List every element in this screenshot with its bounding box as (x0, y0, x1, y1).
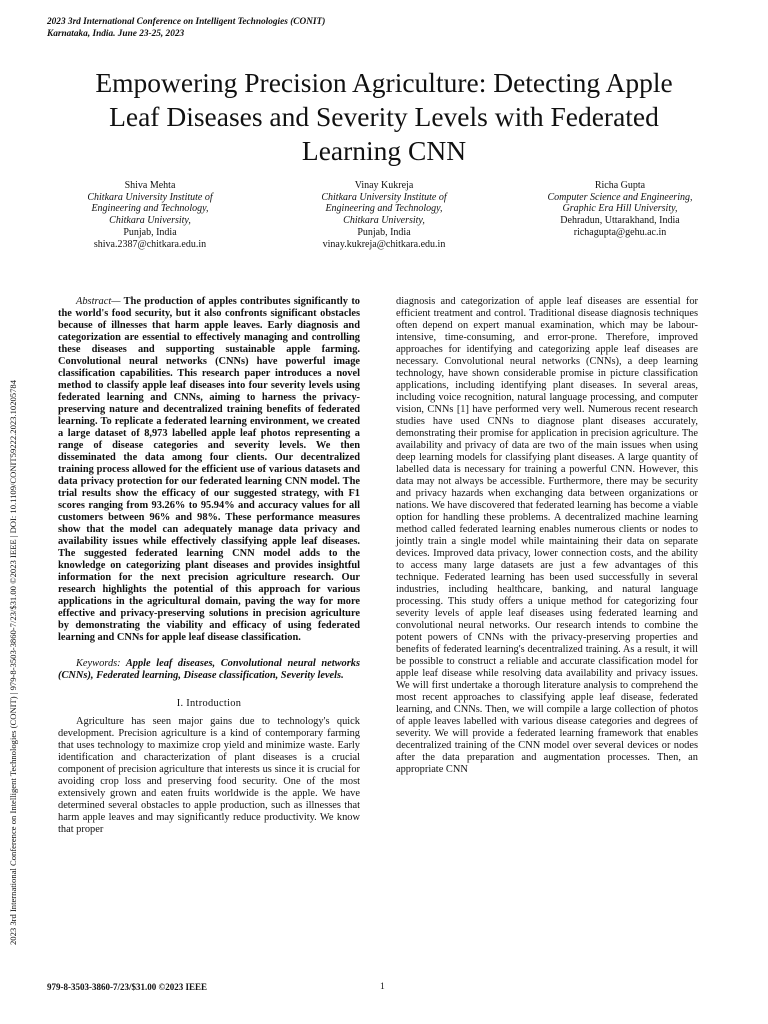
author-block (50, 180, 730, 260)
author-location: Punjab, India (357, 226, 411, 238)
introduction-paragraph: Agriculture has seen major gains due to technology's quick development. Precision agriculture is a kind of contemporary farming that uses technology to maximize crop yield and minimize waste. Early identification and characterization of plant diseases is a crucial component of precision agriculture that interests us since it is crucial for avoiding crop loss and preserving food security. One of the most extensively grown and eaten fruits worldwide is the apple. We have determined several obstacles to apple production, such as illnesses that harm apple leaves and may significantly reduce productivity. We know that proper (58, 716, 360, 835)
footer-copyright: 979-8-3503-3860-7/23/$31.00 ©2023 IEEE (47, 982, 207, 992)
author-email[interactable]: vinay.kukreja@chitkara.edu.in (322, 238, 446, 250)
keywords (58, 658, 360, 682)
keywords-text: Apple leaf diseases, Convolutional neural networks (CNNs), Federated learning, Disease classification, Severity levels. (58, 658, 360, 681)
abstract (58, 296, 360, 644)
author-3 (520, 180, 720, 239)
abstract-text: The production of apples contributes significantly to the world's food security, but it also confronts significant obstacles because of illnesses that harm apple leaves. Early diagnosis and categorization are essential to effectively managing and controlling these diseases and supporting sustainable apple farming. Convolutional neural networks (CNNs) have powerful image classification capabilities. This research paper introduces a novel method to classify apple leaf diseases into four severity levels using federated learning and CNNs, aiming to harness the privacy-preserving nature and decentralized training benefits of federated learning. To replicate a federated learning environment, we created a large dataset of 8,973 labelled apple leaf photos representing a range of disease categories and severity levels. We then disseminated the data among four clients. Our decentralized training process allowed for the efficient use of various datasets and data privacy protection for our federated learning CNN model. The trial results show the efficacy of our suggested strategy, with F1 scores ranging from 93.26% to 95.94% and accuracy values for all customers between 96% and 98%. These performance measures show that the model can adequately manage data privacy and availability issues while effectively classifying apple leaf diseases. The suggested federated learning CNN model adds to the knowledge on categorizing plant diseases and provides insightful information for the next precision agriculture research. Our research highlights the potential of this approach for various applications in the agricultural domain, paving the way for more effective and privacy-preserving solutions in precision agriculture by demonstrating the viability and efficacy of using federated learning and CNNs for apple leaf disease classification. (58, 296, 360, 643)
author-affiliation: Chitkara University Institute of (321, 191, 447, 203)
section-heading-introduction: I. Introduction (176, 698, 242, 709)
conference-location-date: Karnataka, India. June 23-25, 2023 (47, 29, 185, 39)
author-location: Dehradun, Uttarakhand, India (560, 215, 680, 227)
page-number: 1 (380, 982, 385, 992)
author-affiliation: Chitkara University Institute of (87, 191, 213, 203)
author-name: Vinay Kukreja (354, 180, 414, 191)
author-affiliation: Graphic Era Hill University, (562, 203, 678, 215)
keywords-label: Keywords: (76, 658, 121, 669)
abstract-label: Abstract— (76, 296, 121, 307)
author-affiliation: Engineering and Technology, (91, 203, 209, 215)
author-1 (50, 180, 250, 250)
author-2 (284, 180, 484, 250)
author-email[interactable]: shiva.2387@chitkara.edu.in (93, 238, 207, 250)
author-affiliation: Chitkara University, (343, 215, 425, 227)
conference-name: 2023 3rd International Conference on Intelligent Technologies (CONIT) (47, 17, 326, 27)
doi-side-note: 2023 3rd International Conference on Intelligent Technologies (CONIT) | 979-8-3503-3860-7/23/$31.00 ©2023 IEEE | DOI: 10.1109/CONIT59222.2023.10205784 (8, 380, 18, 945)
author-name: Shiva Mehta (124, 180, 176, 191)
author-affiliation: Chitkara University, (109, 215, 191, 227)
introduction-paragraph-continued: diagnosis and categorization of apple leaf diseases are essential for efficient treatment and control. Traditional disease diagnosis techniques often depend on expert manual examination, which may be labour-intensive, time-consuming, and error-prone. Therefore, improved approaches for identifying and categorizing apple leaf diseases are necessary. Convolutional neural networks (CNNs), a deep learning technology, have shown considerable promise in picture classification applications, including identifying plant diseases. In several areas, including voice recognition, natural language processing, and computer vision, CNNs [1] have performed very well. Numerous recent research studies have used CNNs to diagnose plant diseases accurately, demonstrating their promise for application in precision agriculture. The availability and privacy of data are two of the main issues when using deep learning models for classifying plant diseases. A large quantity of labelled data is necessary for training a powerful CNN. However, this data may not always be accessible. Furthermore, there may be security and privacy hazards when exchanging data between organizations or nations. We have discovered that federated learning has become a viable option for handling these problems. A decentralized machine learning method called federated learning enables numerous clients or nodes to jointly train a single model while maintaining their data on separate devices. Improved data privacy, lower connection costs, and the ability to access many large datasets are just a few advantages of this technique. Federated learning has been used successfully in several industries, including healthcare, banking, and natural language processing. This study offers a unique method for categorizing four severity levels of apple leaf diseases using federated learning and convolutional neural networks. Our research intends to combine the potent powers of CNNs with the privacy-preserving properties and benefits of federated learning's decentralized training. As a result, it will be possible to construct a reliable and accurate classification model for apple leaf disease while resolving data availability and privacy issues. We will first undertake a thorough literature analysis to comprehend the most recent approaches to classifying apple leaf disease, federated learning, and CNNs. Then, we will compile a large collection of photos of apple leaves labelled with various disease categories and degrees of severity. We will provide a federated learning framework that enables decentralized training of the CNN model over several devices or nodes after the data preparation and augmentation processes. Then, an appropriate CNN (396, 296, 698, 775)
right-column (396, 296, 698, 776)
author-affiliation: Computer Science and Engineering, (547, 191, 693, 203)
author-location: Punjab, India (123, 226, 177, 238)
author-email[interactable]: richagupta@gehu.ac.in (573, 226, 667, 238)
conference-header (47, 16, 325, 40)
author-name: Richa Gupta (594, 180, 646, 191)
paper-title: Empowering Precision Agriculture: Detecting Apple Leaf Diseases and Severity Levels with Federated Learning CNN (95, 67, 673, 166)
author-affiliation: Engineering and Technology, (325, 203, 443, 215)
left-column (58, 296, 360, 836)
